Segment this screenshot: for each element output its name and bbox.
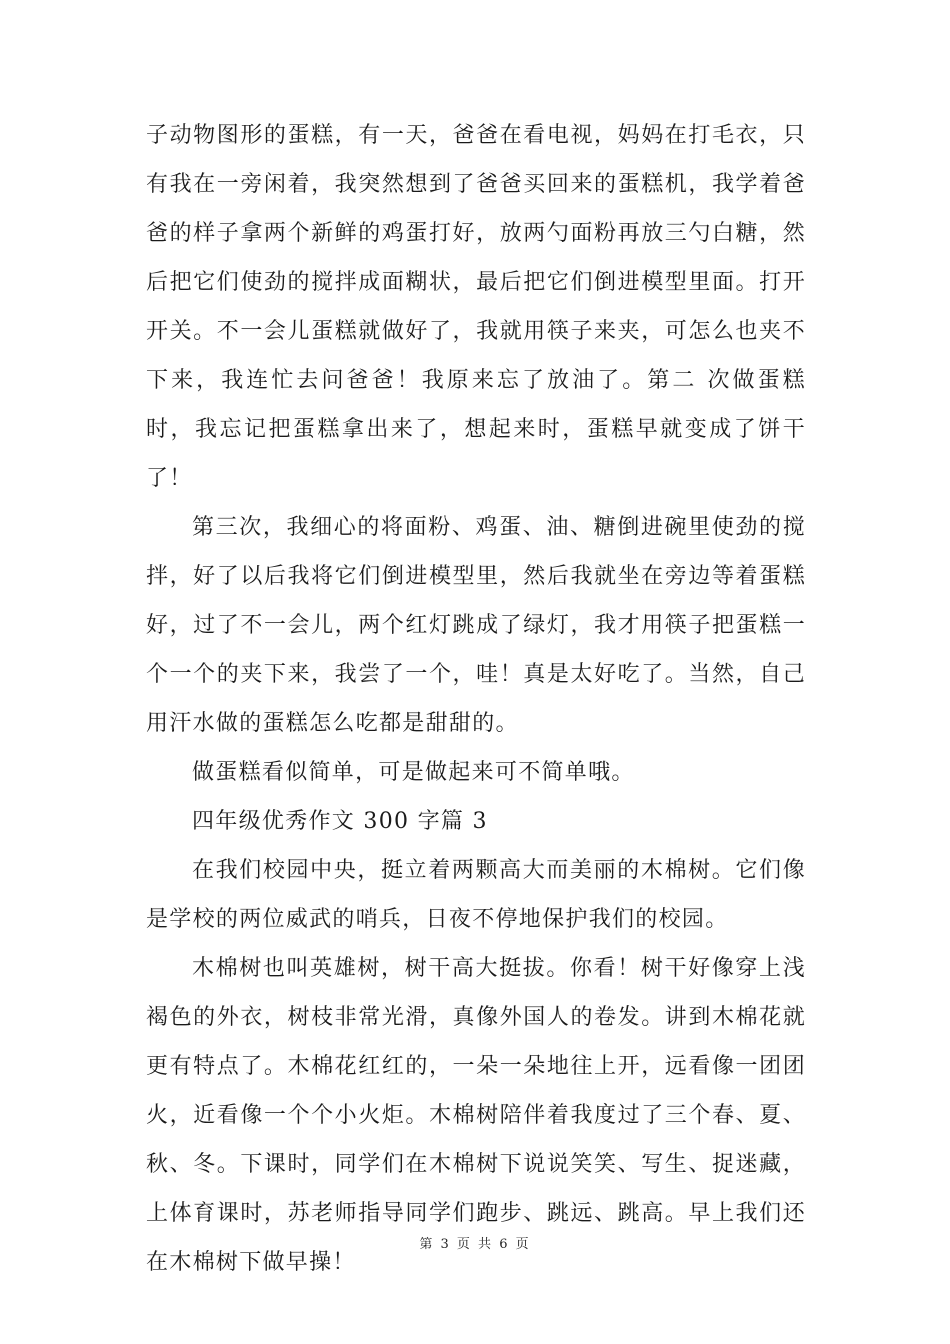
- paragraph-cake-third-attempt: 第三次，我细心的将面粉、鸡蛋、油、糖倒进碗里使劲的搅拌，好了以后我将它们倒进模型里，然后我就坐在旁边等着蛋糕好，过了不一会儿，两个红灯跳成了绿灯，我才用筷子把蛋糕一个一个的夹下来，我尝了一个，哇！真是太好吃了。当然，自己用汗水做的蛋糕怎么吃都是甜甜的。: [146, 515, 806, 736]
- document-body: [146, 111, 806, 1287]
- paragraph-kapok-intro: 在我们校园中央，挺立着两颗高大而美丽的木棉树。它们像是学校的两位威武的哨兵，日夜不停地保护我们的校园。: [146, 858, 806, 932]
- essay-heading: 四年级优秀作文 300 字篇 3: [192, 809, 488, 834]
- paragraph-cake-conclusion: 做蛋糕看似简单，可是做起来可不简单哦。: [192, 760, 635, 785]
- paragraph-kapok-description: 木棉树也叫英雄树，树干高大挺拔。你看！树干好像穿上浅褐色的外衣，树枝非常光滑，真像外国人的卷发。讲到木棉花就更有特点了。木棉花红红的，一朵一朵地往上开，远看像一团团火，近看像一个个小火炬。木棉树陪伴着我度过了三个春、夏、秋、冬。下课时，同学们在木棉树下说说笑笑、写生、捉迷藏，上体育课时，苏老师指导同学们跑步、跳远、跳高。早上我们还在木棉树下做早操！: [146, 956, 806, 1275]
- paragraph-cake-first-attempts: 子动物图形的蛋糕，有一天，爸爸在看电视，妈妈在打毛衣，只有我在一旁闲着，我突然想到了爸爸买回来的蛋糕机，我学着爸爸的样子拿两个新鲜的鸡蛋打好，放两勺面粉再放三勺白糖，然后把它们使劲的搅拌成面糊状，最后把它们倒进模型里面。打开开关。不一会儿蛋糕就做好了，我就用筷子来夹，可怎么也夹不下来，我连忙去问爸爸！我原来忘了放油了。第二 次做蛋糕时，我忘记把蛋糕拿出来了，想起来时，蛋糕早就变成了饼干了！: [146, 123, 806, 491]
- page-number-footer: 第 3 页 共 6 页: [419, 1237, 531, 1252]
